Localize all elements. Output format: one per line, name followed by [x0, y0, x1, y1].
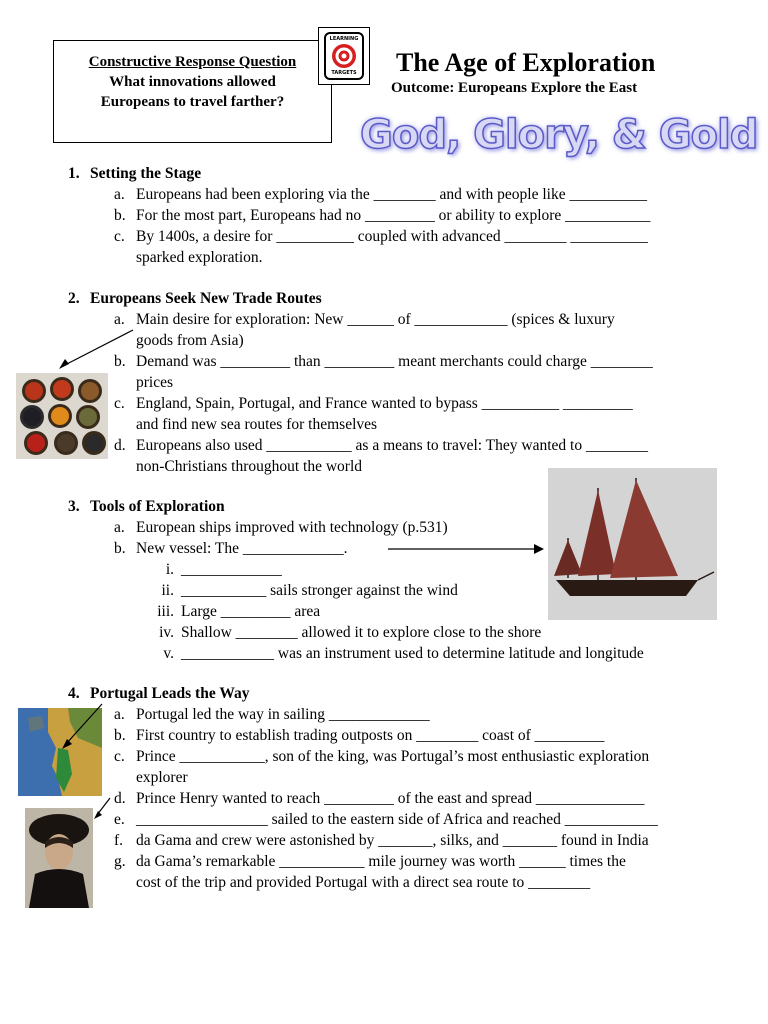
list-item-continuation: sparked exploration. — [136, 249, 263, 266]
list-item-continuation: and find new sea routes for themselves — [136, 416, 378, 433]
list-item-continuation: prices — [136, 374, 174, 391]
sub-list-item: ii. ___________ sails stronger against the wind — [161, 582, 458, 599]
list-item: c. Prince ___________, son of the king, was Portugal’s most enthusiastic exploration — [114, 748, 650, 765]
crq-title: Constructive Response Question — [88, 54, 297, 70]
section-heading: 1. Setting the Stage — [68, 165, 202, 182]
learning-targets-badge — [318, 27, 370, 85]
list-item: f. da Gama and crew were astonished by _______, silks, and _______ found in India — [114, 832, 649, 849]
list-item: a. Portugal led the way in sailing _____________ — [114, 706, 430, 723]
section-heading: 3. Tools of Exploration — [68, 498, 225, 515]
list-item-continuation: explorer — [136, 769, 188, 786]
sub-list-item: iv. Shallow ________ allowed it to explore close to the shore — [159, 624, 542, 641]
list-item: d. Prince Henry wanted to reach _________ of the east and spread ______________ — [114, 790, 645, 807]
list-item: g. da Gama’s remarkable ___________ mile journey was worth ______ times the — [114, 853, 626, 870]
badge-top-text: LEARNING — [329, 36, 359, 42]
spice-bowls-photo — [16, 373, 108, 459]
list-item: a. Main desire for exploration: New ______ of ____________ (spices & luxury — [114, 311, 615, 328]
list-item: b. Demand was _________ than _________ meant merchants could charge ________ — [114, 353, 653, 370]
sub-list-item: i. _____________ — [165, 561, 282, 578]
arrow-icon — [56, 700, 106, 752]
list-item-continuation: non-Christians throughout the world — [136, 458, 363, 475]
outcome-subtitle: Outcome: Europeans Explore the East — [391, 80, 638, 96]
list-item: b. First country to establish trading outposts on ________ coast of _________ — [114, 727, 605, 744]
section-heading: 2. Europeans Seek New Trade Routes — [68, 290, 322, 307]
list-item: a. Europeans had been exploring via the ________ and with people like __________ — [114, 186, 647, 203]
caravel-ship-photo — [548, 468, 717, 620]
prince-henry-portrait — [25, 808, 93, 908]
banner-god-glory-gold: God, Glory, & Gold — [360, 112, 758, 158]
sub-list-item: v. ____________ was an instrument used to determine latitude and longitude — [163, 645, 644, 662]
list-item: b. For the most part, Europeans had no _________ or ability to explore ___________ — [114, 207, 651, 224]
list-item: e. _________________ sailed to the eastern side of Africa and reached ____________ — [114, 811, 658, 828]
list-item: b. New vessel: The _____________. — [114, 540, 348, 557]
list-item: c. By 1400s, a desire for __________ coupled with advanced ________ __________ — [114, 228, 648, 245]
target-icon — [331, 43, 357, 69]
arrow-icon — [388, 542, 546, 556]
constructive-response-box — [53, 40, 332, 143]
page-title: The Age of Exploration — [396, 48, 656, 77]
list-item-continuation: cost of the trip and provided Portugal with a direct sea route to ________ — [136, 874, 591, 891]
list-item: c. England, Spain, Portugal, and France wanted to bypass __________ _________ — [114, 395, 633, 412]
list-item: d. Europeans also used ___________ as a means to travel: They wanted to ________ — [114, 437, 648, 454]
crq-question-line2: Europeans to travel farther? — [100, 94, 285, 110]
badge-bottom-text: TARGETS — [331, 70, 357, 76]
arrow-icon — [92, 796, 112, 820]
arrow-icon — [55, 328, 135, 372]
section-heading: 4. Portugal Leads the Way — [68, 685, 250, 702]
crq-question-line1: What innovations allowed — [109, 74, 276, 90]
list-item-continuation: goods from Asia) — [136, 332, 244, 349]
sub-list-item: iii. Large _________ area — [157, 603, 321, 620]
list-item: a. European ships improved with technology (p.531) — [114, 519, 448, 536]
